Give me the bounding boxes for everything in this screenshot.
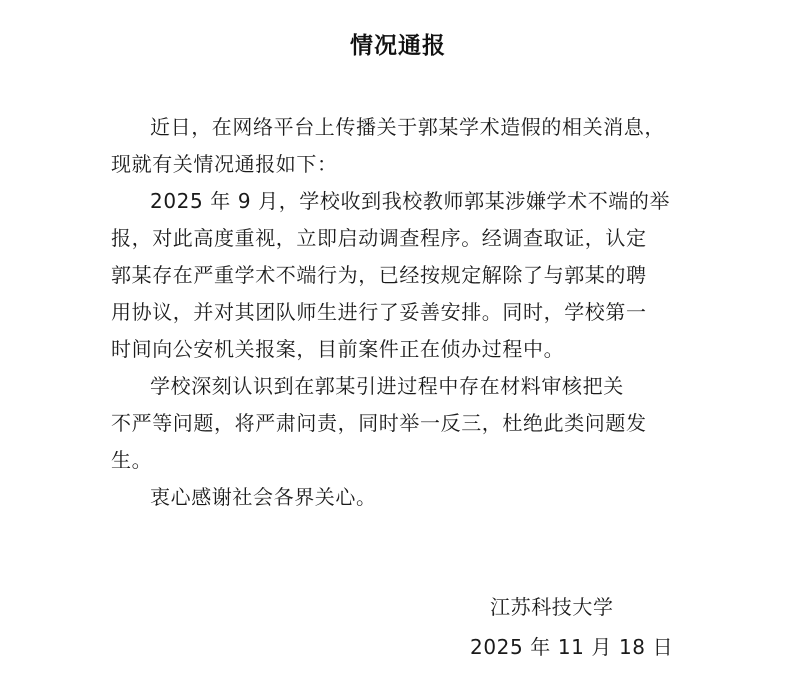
- signature-organization: 江苏科技大学: [490, 595, 614, 619]
- body-line: 不严等问题，将严肃问责，同时举一反三，杜绝此类问题发: [111, 411, 647, 435]
- document-title: 情况通报: [350, 33, 446, 59]
- body-line: 生。: [111, 448, 153, 472]
- body-line: 郭某存在严重学术不端行为，已经按规定解除了与郭某的聘: [111, 263, 647, 287]
- body-line: 近日，在网络平台上传播关于郭某学术造假的相关消息，: [150, 115, 665, 139]
- body-line: 时间向公安机关报案，目前案件正在侦办过程中。: [111, 337, 565, 361]
- body-line: 2025 年 9 月，学校收到我校教师郭某涉嫌学术不端的举: [150, 189, 671, 213]
- signature-date: 2025 年 11 月 18 日: [470, 635, 674, 659]
- body-line: 衷心感谢社会各界关心。: [150, 485, 377, 509]
- body-line: 报，对此高度重视，立即启动调查程序。经调查取证，认定: [111, 226, 647, 250]
- body-line: 学校深刻认识到在郭某引进过程中存在材料审核把关: [150, 374, 624, 398]
- body-line: 用协议，并对其团队师生进行了妥善安排。同时，学校第一: [111, 300, 647, 324]
- body-line: 现就有关情况通报如下：: [111, 152, 338, 176]
